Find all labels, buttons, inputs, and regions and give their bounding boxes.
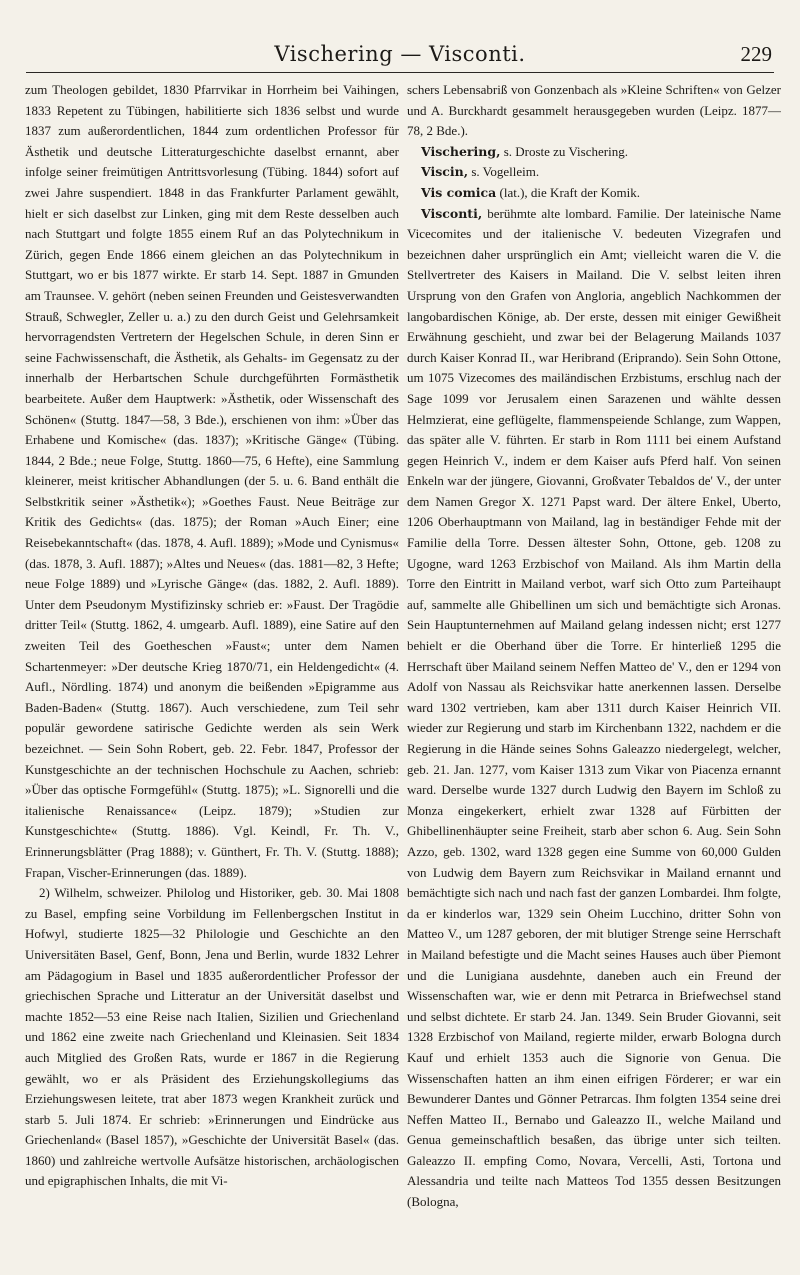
headword: Visconti, [421,205,483,221]
entry-vischering [407,142,781,163]
headword: Vischering, [421,143,501,159]
page-number: 229 [740,42,772,66]
entry-visconti [407,204,781,1213]
page-header [26,38,774,73]
entry-body: (lat.), die Kraft der Komik. [496,184,640,200]
entry-vis-comica [407,183,781,204]
right-column [407,80,781,1260]
entry-body: s. Droste zu Vischering. [500,143,628,159]
left-column [25,80,399,1260]
headword: Viscin, [421,164,469,180]
entry-text: zum Theologen gebildet, 1830 Pfarrvikar in Horrheim bei Vaihingen, 1833 Repetent zu Tübingen, habilitierte sich 1836 selbst und wurde 1837 zum außerordentlichen, 1844 zum ordentlichen Professor für Ästhetik und deutsche Litteraturgeschichte daselbst ernannt, aber infolge seiner freimütigen Antrittsvorlesung (Tübing. 1844) sofort auf zwei Jahre suspendiert. 1848 in das Frankfurter Parlament gewählt, hielt er sich daselbst zur Linken, ging mit dem Reste desselben auch nach Stuttgart und folgte 1855 einem Ruf an das Polytechnikum in Zürich, gegen Ende 1866 einem gleichen an das Polytechnikum in Stuttgart, wo er bis 1877 wirkte. Er starb 14. Sept. 1887 in Gmunden am Traunsee. V. gehört (neben seinen Freunden und Geistesverwandten Strauß, Schwegler, Zeller u. a.) zu den durch Geist und Gelehrsamkeit hervorragendsten Vertretern der Hegelschen Schule, in deren Sinn er seine Fachwissenschaft, die Ästhetik, als Gehalts- im Gegensatz zu der innerhalb der Herbartschen Schule durchgeführten Formästhetik bearbeitete. Außer dem Hauptwerk: »Ästhetik, oder Wissenschaft des Schönen« (Stuttg. 1847—58, 3 Bde.), erschienen von ihm: »Über das Erhabene und Komische« (das. 1837); »Kritische Gänge« (Tübing. 1844, 2 Bde.; neue Folge, Stuttg. 1860—75, 6 Hefte), eine Sammlung kleinerer, meist kritischer Abhandlungen (der 5. u. 6. Band enthält die Selbstkritik seiner »Ästhetik«); »Goethes Faust. Neue Beiträge zur Kritik des Gedichts« (das. 1875); der Roman »Auch Einer; eine Reisebekanntschaft« (das. 1878, 4. Aufl. 1889); »Mode und Cynismus« (das. 1878, 3. Aufl. 1887); »Altes und Neues« (das. 1881—82, 3 Hefte; neue Folge 1889) und »Lyrische Gänge« (das. 1882, 2. Aufl. 1889). Unter dem Pseudonym Mystifizinsky schrieb er: »Faust. Der Tragödie dritter Teil« (Stuttg. 1862, 4. umgearb. Aufl. 1889), eine Satire auf den zweiten Teil des Goetheschen »Faust«; unter dem Namen Schartenmeyer: »Der deutsche Krieg 1870/71, ein Heldengedicht« (4. Aufl., Nördling. 1874) und anonym die beißenden »Epigramme aus Baden-Baden« (Stuttg. 1867). Auch verschiedene, zum Teil sehr populär gewordene satirische Gedichte werden als sein Werk bezeichnet. — Sein Sohn Robert, geb. 22. Febr. 1847, Professor der Kunstgeschichte an der technischen Hochschule zu Aachen, schrieb: »Über das optische Formgefühl« (Stuttg. 1875); »L. Signorelli und die italienische Renaissance« (Leipz. 1879); »Studien zur Kunstgeschichte« (Stuttg. 1886). Vgl. Keindl, Fr. Th. V., Erinnerungsblätter (Prag 1888); v. Günthert, Fr. Th. V. (Stuttg. 1888); Frapan, Vischer-Erinnerungen (das. 1889). [25,82,399,880]
entry-body: berühmte alte lombard. Familie. Der lateinische Name Vicecomites und der italienische V. bedeuten Vizegrafen und bezeichnen daher ursprünglich ein Amt; vielleicht waren die V. die Stellvertreter des Kaisers in Mailand. Die V. selbst leiten ihren Ursprung von den Grafen von Angloria, angeblich Nachkommen der langobardischen Könige, ab. Der erste, dessen mit einiger Gewißheit Erwähnung geschieht, und zwar bei der Belagerung Mailands 1037 durch Kaiser Konrad II., war Heribrand (Eriprando). Sein Sohn Ottone, um 1075 Vizecomes des mailändischen Erzbistums, erschlug nach der Sage 1099 vor Jerusalem einen Sarazenen und wählte dessen Helmzierat, eine geflügelte, flammenspeiende Schlange, zum Wappen, das später alle V. führten. Er starb in Rom 1111 bei einem Aufstand gegen Heinrich V., indem er dem Kaiser aufs Pferd half. Von seinen Enkeln war der jüngere, Giovanni, Großvater Tebaldos de' V., der unter dem Namen Gregor X. 1271 Papst ward. Der ältere Enkel, Uberto, 1206 Oberhauptmann von Mailand, lag in beständiger Fehde mit der Familie della Torre. Dessen ältester Sohn, Ottone, geb. 1208 zu Ugogne, ward 1263 Erzbischof von Mailand. Als ihm Martin della Torre den Eintritt in Mailand verbot, warf sich Otto zum Parteihaupt auf, sammelte alle Ghibellinen um sich und bemächtigte sich Aronas. Sein Hauptunternehmen auf Mailand gelang indessen nicht; erst 1277 behielt er die Oberhand über die Torre. Er hinterließ 1295 die Herrschaft über Mailand seinem Neffen Matteo de' V., den er 1294 von Adolf von Nassau als Reichsvikar hatte anerkennen lassen. Derselbe ward 1302 vertrieben, kam aber 1311 durch Kaiser Heinrich VII. wieder zur Regierung und starb im Kirchenbann 1322, nachdem er die Regierung in die Hände seines Sohns Galeazzo niedergelegt, welcher, geb. 21. Jan. 1277, vom Kaiser 1313 zum Vikar von Piacenza ernannt ward. Derselbe wurde 1327 durch Ludwig den Bayern im Schloß zu Monza eingekerkert, erhielt zwar 1328 auf Fürbitten der Ghibellinenhäupter seine Freiheit, starb aber schon 6. Aug. Sein Sohn Azzo, geb. 1302, ward 1328 gegen eine Summe von 60,000 Gulden von Ludwig dem Bayern zum Reichsvikar in Mailand ernannt und bemächtigte sich nach und nach fast der ganzen Lombardei. Ihm folgte, da er kinderlos war, 1329 sein Oheim Lucchino, dritter Sohn von Matteo V., um 1287 geboren, der mit blutiger Strenge seine Herrschaft in Mailand befestigte und die Macht seines Hauses auch über Piemont und die Lunigiana ausdehnte, daneben auch ein Freund der Wissenschaften war, wie er denn mit Petrarca in Briefwechsel stand und selbst dichtete. Er starb 24. Jan. 1349. Sein Bruder Giovanni, seit 1328 Erzbischof von Mailand, regierte milder, erwarb Bologna durch Kauf und erhielt 1353 auch die Signorie von Genua. Die Wissenschaften hatten an ihm einen eifrigen Förderer; er war ein Bewunderer Dantes und Gönner Petrarcas. Ihm folgten 1354 seine drei Neffen Matteo II., Bernabo und Galeazzo II., welche Mailand und Genua gemeinschaftlich besaßen, das übrige unter sich teilten. Galeazzo II. empfing Como, Novara, Vercelli, Asti, Tortona und Alessandria und teilte nach Matteos Tod 1355 dessen Besitzungen (Bologna, [407,205,781,1210]
headword: Vis comica [421,184,497,200]
entry-body: s. Vogelleim. [468,164,540,180]
entry-text: schers Lebensabriß von Gonzenbach als »Kleine Schriften« von Gelzer und A. Burckhardt gesammelt herausgegeben wurden (Leipz. 1877—78, 2 Bde.). [407,82,781,139]
entry-text: 2) Wilhelm, schweizer. Philolog und Historiker, geb. 30. Mai 1808 zu Basel, empfing seine Vorbildung im Fellenbergschen Institut in Hofwyl, studierte 1825—32 Philologie und Geschichte an den Universitäten Basel, Genf, Bonn, Jena und Berlin, wurde 1832 Lehrer am Pädagogium in Basel und 1835 außerordentlicher Professor der griechischen Sprache und Litteratur an der Universität daselbst und machte 1852—53 eine Reise nach Italien, Sizilien und Griechenland und 1862 eine zweite nach Griechenland und Kleinasien. Seit 1834 auch Mitglied des Großen Rats, wurde er 1867 in die Regierung gewählt, wo er als Präsident des Erziehungskollegiums das Erziehungswesen leitete, trat aber 1873 wegen Krankheit zurück und starb 5. Juli 1874. Er schrieb: »Erinnerungen und Eindrücke aus Griechenland« (Basel 1857), »Geschichte der Universität Basel« (das. 1860) und zahlreiche wertvolle Aufsätze historischen, archäologischen und epigraphischen Inhalts, die mit Vi- [25,885,399,1189]
running-title: Vischering — Visconti. [274,42,526,66]
entry-viscin [407,162,781,183]
